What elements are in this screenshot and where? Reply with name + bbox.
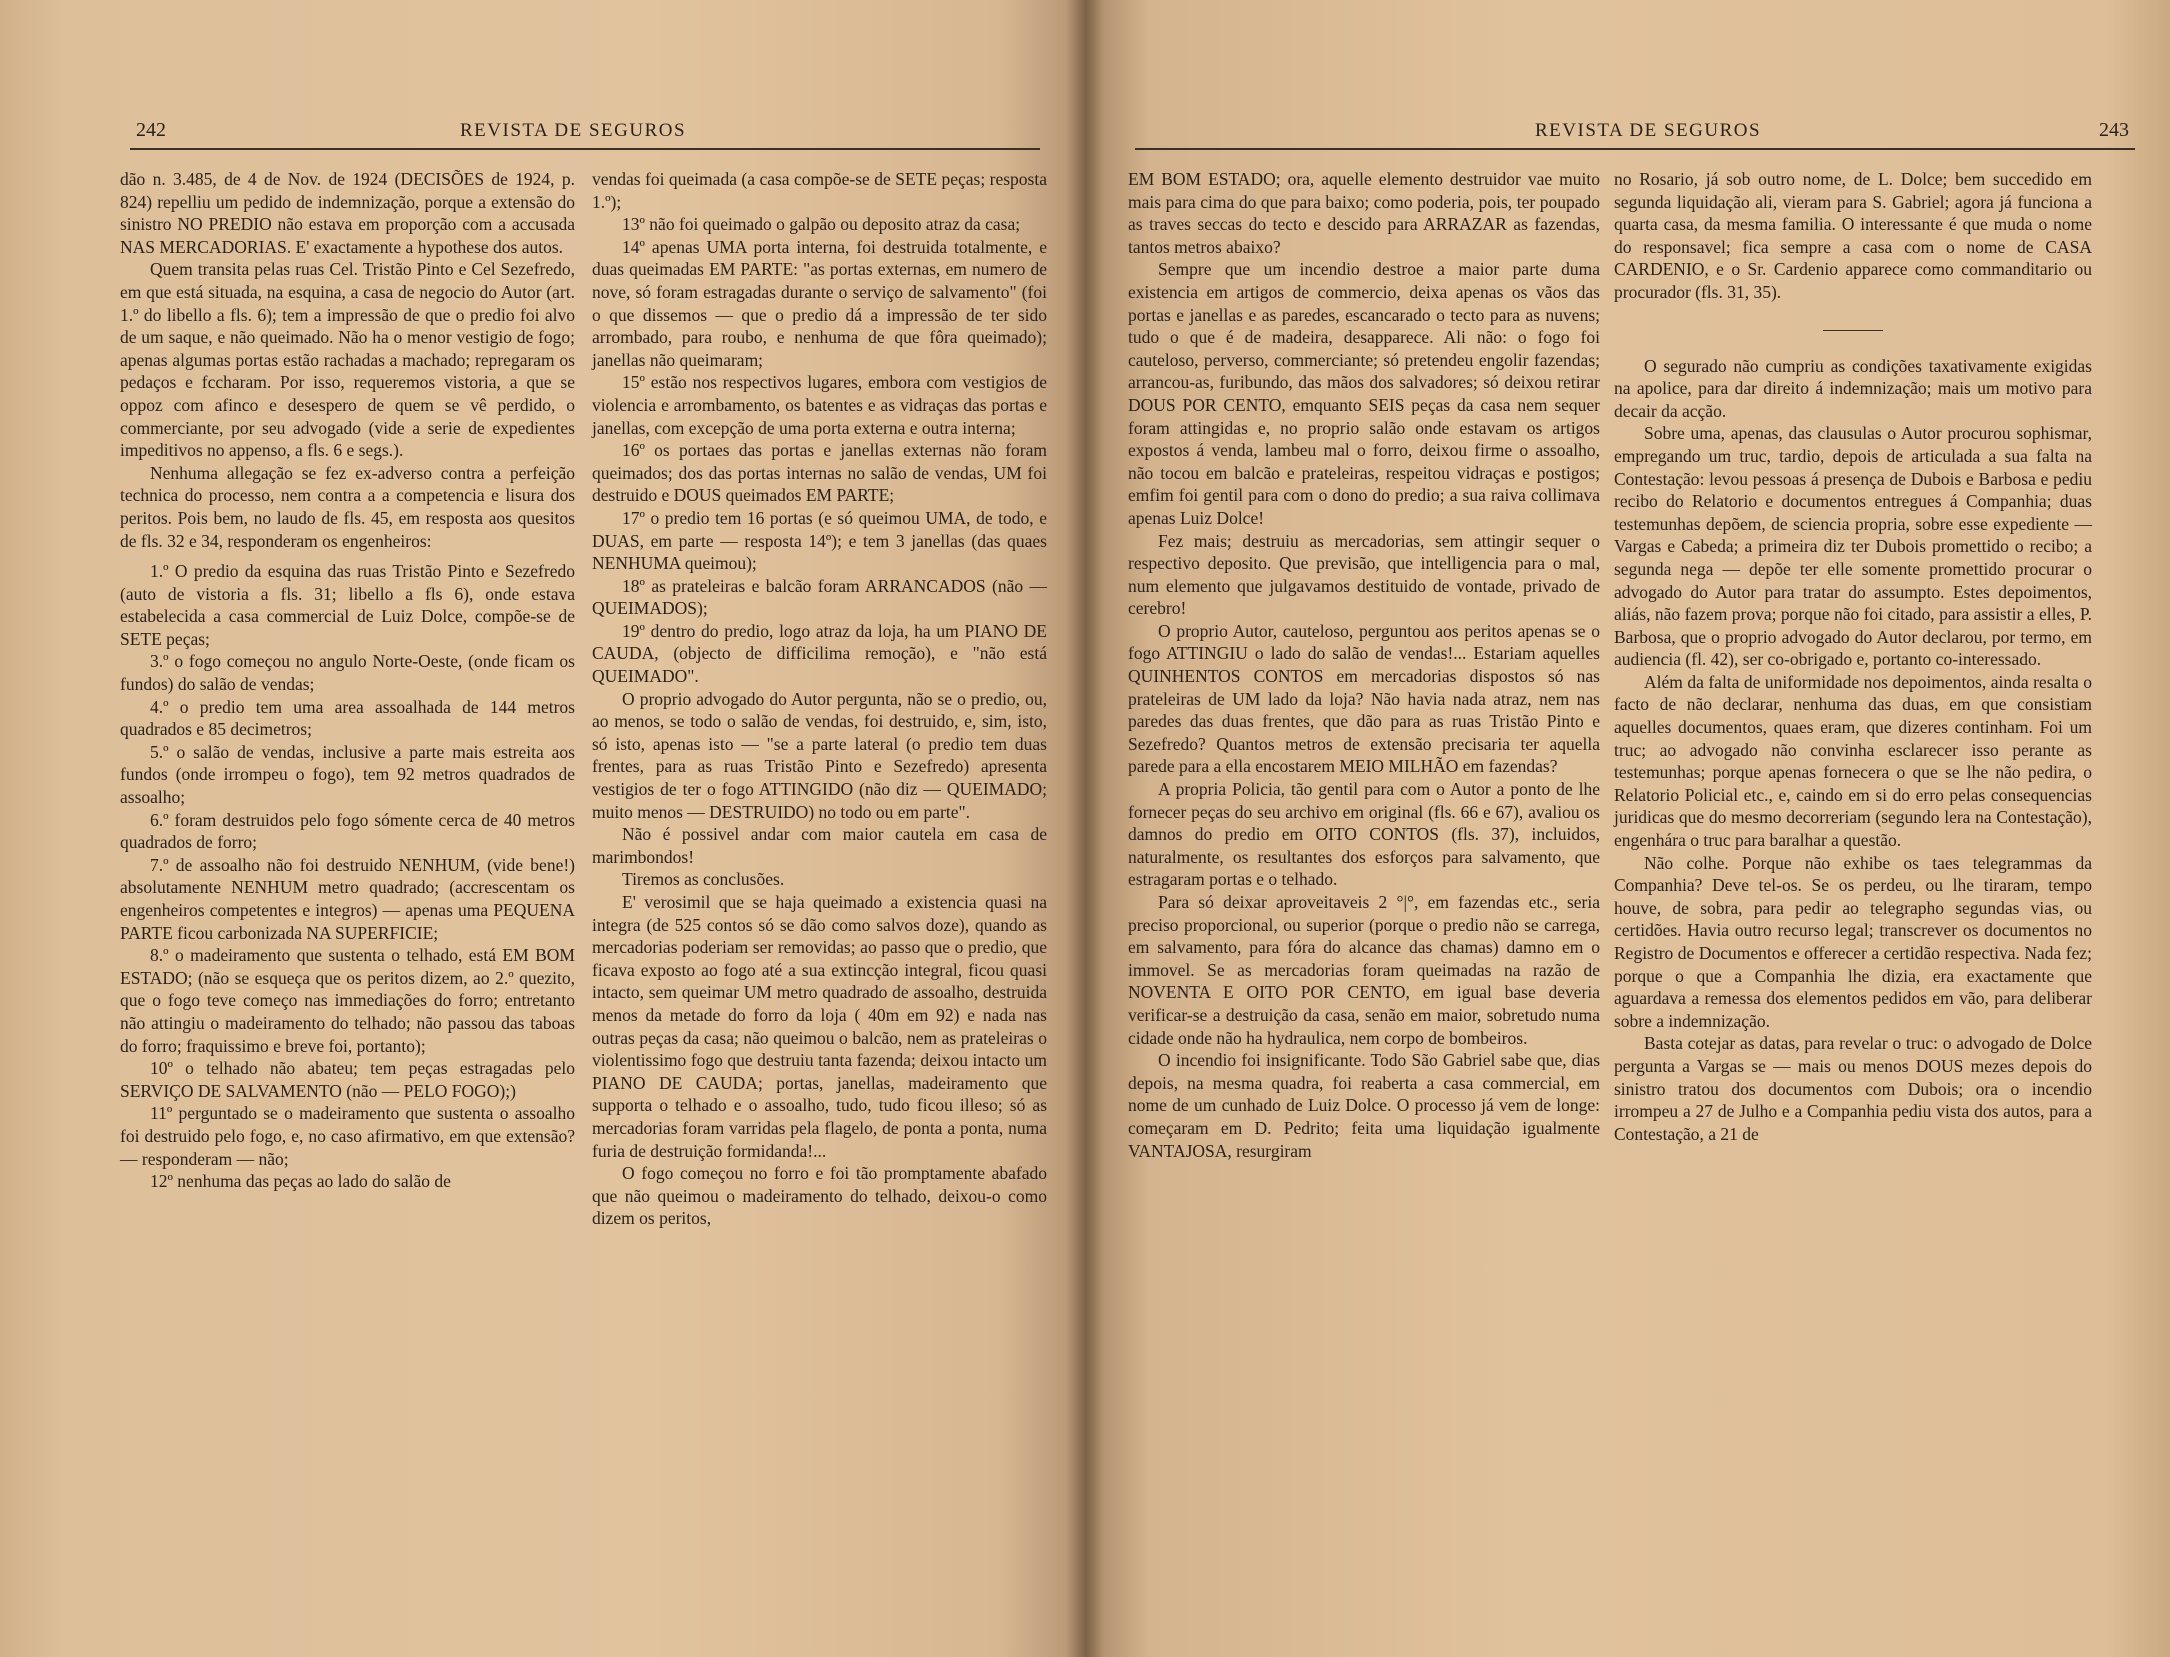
paragraph: A propria Policia, tão gentil para com o Autor a ponto de lhe fornecer peças do seu archivo em original (fls. 66 e 67), avaliou os damnos do predio em OITO CONTOS (fls. 37), incluidos, naturalmente, os resultantes dos esforços para salvamento, que estragaram portas e o telhado.	[1128, 779, 1600, 890]
paragraph: EM BOM ESTADO; ora, aquelle elemento destruidor vae muito mais para cima do que para baixo; como poderia, pois, ter poupado as traves seccas do tecto e descido para ARRAZAR as fazendas, tantos metros abaixo?	[1128, 169, 1600, 257]
list-item: 11º perguntado se o madeiramento que sustenta o assoalho foi destruido pelo fogo, e, no caso afirmativo, em que extensão? — responderam — não;	[120, 1103, 575, 1169]
list-item: 17º o predio tem 16 portas (e só queimou UMA, de todo, e DUAS, em parte — resposta 14º); e tem 3 janellas (das quaes NENHUMA queimou);	[592, 507, 1047, 574]
paragraph: Não é possivel andar com maior cautela em casa de marimbondos!	[592, 824, 1047, 867]
paragraph: O incendio foi insignificante. Todo São Gabriel sabe que, dias depois, na mesma quadra, foi reaberta a casa commercial, em nome de um cunhado de Luiz Dolce. O processo já vem de longe: começaram em D. Pedrito; feita uma liquidação igualmente VANTAJOSA, resurgiram	[1128, 1050, 1600, 1161]
paragraph: Tiremos as conclusões.	[622, 869, 785, 890]
paragraph: Quem transita pelas ruas Cel. Tristão Pinto e Cel Sezefredo, em que está situada, na esquina, a casa de negocio do Autor (art. 1.º do libello a fls. 6); tem a impressão de que o predio foi alvo de um saque, e não queimado. Não ha o menor vestigio de fogo; apenas algumas portas estão rachadas a machado; repregaram os pedaços e fccharam. Por isso, requeremos vistoria, a que se oppoz com afinco e desespero de quem se vê perdido, o commerciante, por seu advogado (vide a serie de expedientes impeditivos no appenso, a fls. 6 e segs.).	[120, 259, 575, 461]
list-item: 14º apenas UMA porta interna, foi destruida totalmente, e duas queimadas EM PARTE: "as portas externas, em numero de nove, só foram estragadas durante o serviço de salvamento" (foi o que dissemos — que o predio dá a impressão de ter sido arrombado, para roubo, e nenhuma de que fôra queimado); janellas não queimaram;	[592, 236, 1047, 370]
list-item: 15º estão nos respectivos lugares, embora com vestigios de violencia e arrombamento, os batentes e as vidraças das portas e janellas, com excepção de uma porta externa e outra interna;	[592, 372, 1047, 438]
list-item: 13º não foi queimado o galpão ou deposito atraz da casa;	[622, 214, 1021, 235]
paragraph: O proprio advogado do Autor pergunta, não se o predio, ou, ao menos, se todo o salão de vendas, foi destruido, e, sim, isto, só isto, apenas isto — "se a parte lateral (o predio tem duas frentes, para as ruas Tristão Pinto e Sezefredo) apresenta vestigios de ter o fogo ATTINGIDO (não diz — QUEIMADO; muito menos — DESTRUIDO) no todo ou em parte".	[592, 688, 1047, 822]
text-column-left-2	[592, 168, 1047, 1230]
paragraph: Sempre que um incendio destroe a maior parte duma existencia em artigos de commercio, deixa apenas os vãos das portas e janellas e as paredes, escancarado o tecto para as nuvens; tudo o que é de madeira, desapparece. Ali não: o fogo foi cauteloso, perverso, commerciante; só pretendeu engolir fazendas; arrancou-as, furibundo, das mãos dos salvadores; só deixou retirar DOUS POR CENTO, emquanto SEIS peças da casa nem sequer foram attingidas e, no proprio salão onde estavam os artigos expostos á venda, lambeu mal o forro, deixou firme o assoalho, não tocou em balcão e prateleiras, respeitou vidraças e postigos; emfim foi gentil para com o dono do predio; a sua raiva collimava apenas Luiz Dolce!	[1128, 259, 1600, 528]
list-item: 16º os portaes das portas e janellas externas não foram queimados; dos das portas internas no salão de vendas, UM foi destruido e DOUS queimados EM PARTE;	[592, 440, 1047, 506]
paragraph: vendas foi queimada (a casa compõe-se de SETE peças; resposta 1.º);	[592, 169, 1047, 212]
text-column-left-1	[120, 168, 575, 1193]
page-number: 242	[136, 119, 166, 141]
paragraph: O fogo começou no forro e foi tão promptamente abafado que não queimou o madeiramento do telhado, deixou-o como dizem os peritos,	[592, 1163, 1047, 1229]
list-item: 19º dentro do predio, logo atraz da loja, ha um PIANO DE CAUDA, (objecto de difficilima remoção), e "não está QUEIMADO".	[592, 620, 1047, 687]
list-item: 8.º o madeiramento que sustenta o telhado, está EM BOM ESTADO; (não se esqueça que os peritos dizem, ao 2.º quezito, que o fogo teve começo nas immediações do forro; entretanto não attingiu o madeiramento do telhado; não passou das taboas do forro; fraquissimo e breve foi, portanto);	[120, 945, 575, 1056]
list-item: 4.º o predio tem uma area assoalhada de 144 metros quadrados e 85 decimetros;	[120, 696, 575, 740]
running-head-left	[130, 118, 1040, 150]
paragraph: O proprio Autor, cauteloso, perguntou aos peritos apenas se o fogo ATTINGIU o lado do salão de vendas!... Estariam aquelles QUINHENTOS CONTOS em mercadorias dispostos só nas prateleiras de UM lado da loja? Não havia nada atraz, nem nas paredes das duas frentes, que dão para as ruas Tristão Pinto e Sezefredo? Quantos metros de extensão precisaria ter aquella parede para a ella encostarem MEIO MILHÃO em fazendas?	[1128, 620, 1600, 777]
list-item: 1.º O predio da esquina das ruas Tristão Pinto e Sezefredo (auto de vistoria a fls. 31; libello a fls 6), onde estava estabelecida a casa commercial de Luiz Dolce, compõe-se de SETE peças;	[120, 561, 575, 649]
list-item: 7.º de assoalho não foi destruido NENHUM, (vide bene!) absolutamente NENHUM metro quadrado; (accrescentam os engenheiros competentes e integros) — apenas uma PEQUENA PARTE ficou carbonizada NA SUPERFICIE;	[120, 854, 575, 943]
running-title: REVISTA DE SEGUROS	[460, 120, 687, 141]
book-gutter	[1066, 0, 1104, 1657]
running-title: REVISTA DE SEGUROS	[1535, 120, 1762, 141]
paragraph: Basta cotejar as datas, para revelar o truc: o advogado de Dolce pergunta a Vargas se — mais ou menos DOUS mezes depois do sinistro tratou dos documentos com Dubois; ora o incendio irrompeu a 27 de Julho e a Companhia pediu vista dos autos, para a Contestação, a 21 de	[1614, 1033, 2092, 1144]
paragraph: Sobre uma, apenas, das clausulas o Autor procurou sophismar, empregando um truc, tardio, depois de articulada a sua falta na Contestação: levou pessoas á presença de Dubois e Barbosa e pediu recibo do Relatorio e documentos entregues á Companhia; duas testemunhas depõem, de sciencia propria, sobre esse expediente — Vargas e Cabeda; a primeira diz ter Dubois promettido o recibo; a segunda nega — depõe ter elle somente promettido procurar o advogado do Autor para tratar do assumpto. Estes depoimentos, aliás, não fazem prova; porque não foi citado, para assistir a elles, P. Barbosa, que o proprio advogado do Autor declarou, por termo, em audiencia (fl. 42), ser co-obrigado e, portanto co-interessado.	[1614, 423, 2092, 670]
list-item: 10º o telhado não abateu; tem peças estragadas pelo SERVIÇO DE SALVAMENTO (não — PELO FOGO);)	[120, 1058, 575, 1101]
paragraph: Fez mais; destruiu as mercadorias, sem attingir sequer o respectivo deposito. Que previsão, que intelligencia para o mal, num elemento que julgavamos destituido de vontade, privado de cerebro!	[1128, 530, 1600, 619]
section-separator	[1823, 330, 1883, 331]
paragraph: dão n. 3.485, de 4 de Nov. de 1924 (DECISÕES de 1924, p. 824) repelliu um pedido de indemnização, porque a extensão do sinistro NO PREDIO não estava em proporção com a accusada NAS MERCADORIAS. E' exactamente a hypothese dos autos.	[120, 169, 575, 257]
paragraph: Para só deixar aproveitaveis 2 °|°, em fazendas etc., seria preciso proporcional, ou superior (porque o predio não se carrega, em salvamento, para fóra do alcance das chamas) damno em o immovel. Se as mercadorias foram queimadas na razão de NOVENTA E OITO POR CENTO, em igual base deveria verificar-se a destruição da casa, senão em maior, sobretudo numa cidade onde não ha hydraulica, nem corpo de bombeiros.	[1128, 892, 1600, 1048]
paragraph: Nenhuma allegação se fez ex-adverso contra a perfeição technica do processo, nem contra a a competencia e lisura dos peritos. Pois bem, no laudo de fls. 45, em resposta aos quesitos de fls. 32 e 34, responderam os engenheiros:	[120, 462, 575, 551]
list-item: 5.º o salão de vendas, inclusive a parte mais estreita aos fundos (onde irrompeu o fogo), tem 92 metros quadrados de assoalho;	[120, 741, 575, 808]
paragraph: E' verosimil que se haja queimado a existencia quasi na integra (de 525 contos só se dão como salvos doze), quando as mercadorias poderiam ser removidas; ao passo que o predio, que ficava exposto ao fogo até a sua extincção integral, ficou quasi intacto, sem queimar UM metro quadrado de assoalho, destruida menos da metade do forro da loja ( 40m em 92) e nada nas outras peças da casa; não queimou o balcão, nem as prateleiras o violentissimo fogo que destruiu tanta fazenda; deixou intacto um PIANO DE CAUDA; portas, janellas, madeiramento que supporta o telhado e o assoalho, tudo, tudo ficou illeso; só as mercadorias foram varridas pela flagelo, de ponta a ponta, numa furia de destruição formidanda!...	[592, 892, 1047, 1161]
running-head-right	[1135, 118, 2135, 150]
paragraph: O segurado não cumpriu as condições taxativamente exigidas na apolice, para dar direito á indemnização; mais um motivo para decair da acção.	[1614, 355, 2092, 421]
paragraph: Além da falta de uniformidade nos depoimentos, ainda resalta o facto de não declarar, nenhuma das duas, em que consistiam aquelles documentos, quaes eram, que dizeres continham. Foi um truc; ao advogado não convinha esclarecer isso perante as testemunhas; porque apenas fornecera o que se lhe não pedira, o Relatorio Policial etc., e, caindo em si do erro pelas consequencias juridicas que do mesmo decorreriam (segundo lera na Contestação), engenhára o truc para baralhar a questão.	[1614, 671, 2092, 851]
text-column-right-2	[1614, 168, 2092, 1145]
paragraph: no Rosario, já sob outro nome, de L. Dolce; bem succedido em segunda liquidação ali, vieram para S. Gabriel; agora já funciona a quarta casa, da mesma familia. O interessante é que muda o nome do responsavel; fica sempre a casa com o nome de CASA CARDENIO, e o Sr. Cardenio apparece como commanditario ou procurador (fls. 31, 35).	[1614, 169, 2092, 302]
page-number: 243	[2099, 119, 2129, 141]
list-item: 6.º foram destruidos pelo fogo sómente cerca de 40 metros quadrados de forro;	[120, 809, 575, 853]
right-page	[1085, 0, 2170, 1657]
list-item: 12º nenhuma das peças ao lado do salão de	[150, 1171, 451, 1192]
list-item: 18º as prateleiras e balcão foram ARRANCADOS (não — QUEIMADOS);	[592, 575, 1047, 619]
text-column-right-1	[1128, 168, 1600, 1162]
paragraph: Não colhe. Porque não exhibe os taes telegrammas da Companhia? Deve tel-os. Se os perdeu, ou lhe tiraram, tempo houve, de sobra, para pedir ao telegrapho segundas vias, ou certidões. Havia outro recurso legal; transcrever os documentos no Registro de Documentos e offerecer a certidão respectiva. Nada fez; porque o que a Companhia lhe dizia, era exactamente que aguardava a remessa dos elementos pedidos em vão, para deliberar sobre a indemnização.	[1614, 852, 2092, 1031]
list-item: 3.º o fogo começou no angulo Norte-Oeste, (onde ficam os fundos) do salão de vendas;	[120, 651, 575, 695]
